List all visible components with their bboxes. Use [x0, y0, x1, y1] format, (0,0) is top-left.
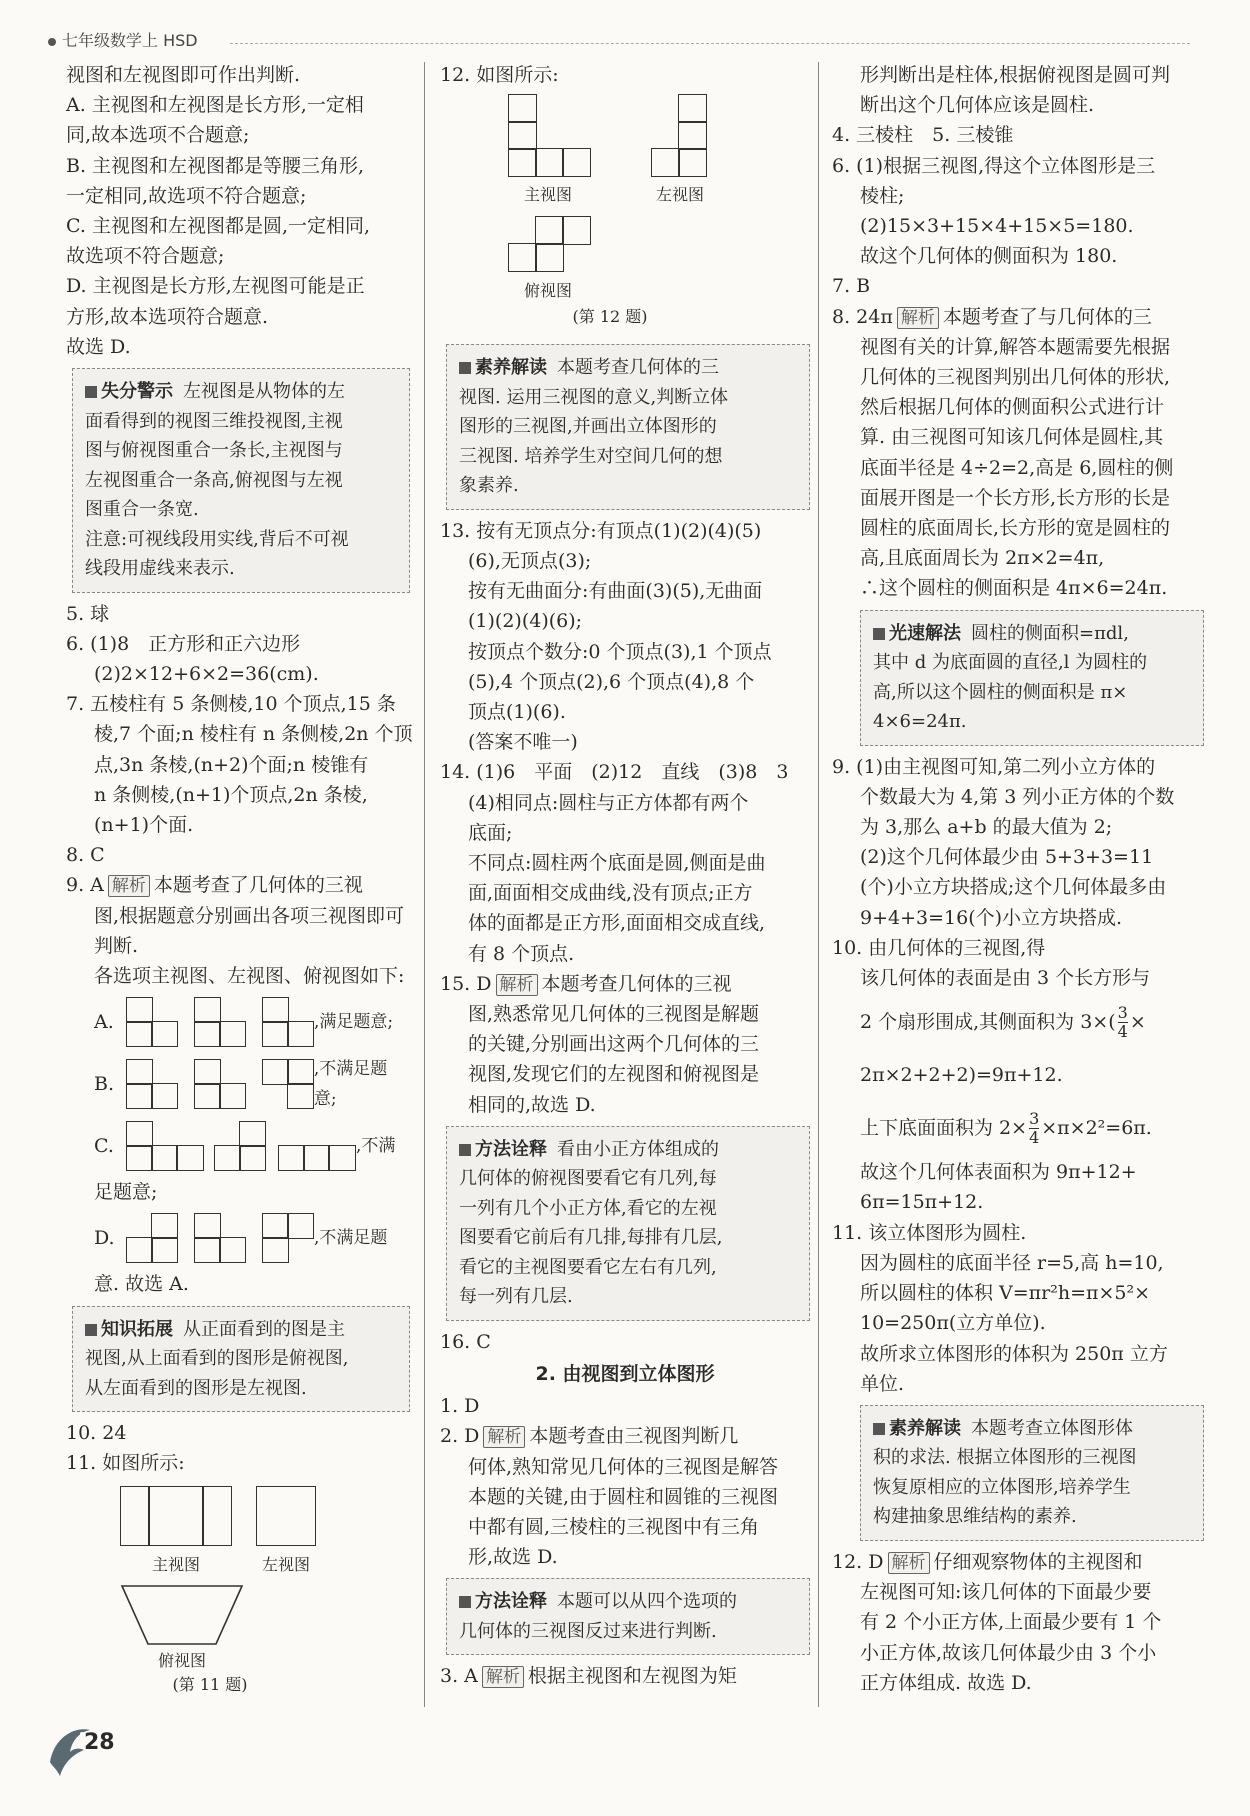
unit-square — [126, 1121, 153, 1147]
tip-text: 积的求法. 根据立体图形的三视图 — [873, 1447, 1137, 1469]
fraction-numerator: 3 — [1117, 1002, 1128, 1022]
tip-title: 方法诠释 — [459, 1591, 547, 1612]
answer-text: 本题考查几何体的三视 — [541, 972, 732, 995]
option-label: D. — [94, 1227, 115, 1250]
unit-square — [256, 1486, 316, 1546]
answer-line: 面,面面相交成曲线,没有顶点;正方 — [468, 882, 753, 905]
bullet-icon — [48, 38, 56, 46]
tip-text: 三视图. 培养学生对空间几何的想 — [459, 445, 723, 467]
answer-line: (答案不唯一) — [468, 731, 578, 754]
tip-box — [72, 368, 410, 593]
answer-line: 算. 由三视图可知该几何体是圆柱,其 — [860, 426, 1164, 449]
text-line: 故选 D. — [66, 335, 131, 358]
view-figure — [262, 1213, 314, 1263]
answer-line: 何体,熟知常见几何体的三视图是解答 — [468, 1455, 779, 1478]
formula-line — [832, 993, 1204, 1051]
text-line: A. 主视图和左视图是长方形,一定相 — [66, 94, 364, 117]
analysis-tag: 解析 — [888, 1552, 930, 1574]
unit-square — [262, 1059, 289, 1085]
unit-square — [678, 94, 707, 123]
tip-title: 失分警示 — [85, 381, 173, 402]
tip-text: 看由小正方体组成的 — [557, 1138, 719, 1160]
answer-line: 4. 三棱柱 5. 三棱锥 — [832, 124, 1014, 147]
answer-line: 故这个几何体的侧面积为 180. — [860, 245, 1118, 268]
unit-square — [176, 1145, 204, 1171]
answer-line: 个数最大为 4,第 3 列小正方体的个数 — [860, 785, 1175, 808]
figure-label: 主视图 — [523, 185, 572, 205]
answer-line: 足题意; — [94, 1181, 158, 1204]
tip-box — [72, 1306, 410, 1413]
option-d-views — [66, 1207, 410, 1269]
tip-text: 图重合一条宽. — [85, 499, 199, 521]
fraction — [1118, 1004, 1128, 1041]
tip-text: 象素养. — [459, 475, 519, 497]
unit-square — [151, 1213, 178, 1239]
answer-line: 10. 24 — [66, 1422, 127, 1445]
answer-line: 11. 如图所示: — [66, 1452, 185, 1475]
fraction-numerator: 3 — [1029, 1108, 1040, 1128]
fraction — [1029, 1110, 1039, 1147]
unit-square — [535, 243, 564, 272]
unit-square — [219, 1083, 246, 1109]
answer-line: 该几何体的表面是由 3 个长方形与 — [860, 967, 1151, 990]
unit-square — [239, 1121, 266, 1147]
tip-text: 高,所以这个圆柱的侧面积是 π× — [873, 681, 1128, 703]
tip-title: 知识拓展 — [85, 1319, 173, 1340]
answer-line: 形判断出是柱体,根据俯视图是圆可判 — [860, 64, 1171, 86]
answer-line: 形,故选 D. — [468, 1546, 558, 1569]
tip-title: 素养解读 — [873, 1418, 961, 1439]
answer-line: 不同点:圆柱两个底面是圆,侧面是曲 — [468, 851, 766, 874]
answer-line: 故所求立体图形的体积为 250π 立方 — [860, 1342, 1168, 1365]
answer-line: 底面; — [468, 821, 513, 844]
answer-line: 本题的关键,由于圆柱和圆锥的三视图 — [468, 1485, 779, 1508]
unit-square — [151, 1021, 178, 1047]
unit-square — [678, 121, 707, 150]
view-figure — [262, 997, 314, 1047]
answer-line: 10=250π(立方单位). — [860, 1312, 1046, 1335]
text-line: D. 主视图是长方形,左视图可能是正 — [66, 275, 365, 298]
formula-text: ×π×2²=6π. — [1041, 1117, 1152, 1140]
unit-square — [126, 1083, 153, 1109]
answer-line: (2)这个几何体最少由 5+3+3=11 — [860, 846, 1154, 869]
unit-square — [508, 148, 537, 177]
tip-text: 恢复原相应的立体图形,培养学生 — [873, 1476, 1131, 1498]
text-line: C. 主视图和左视图都是圆,一定相同, — [66, 215, 371, 238]
answer-line: 9+4+3=16(个)小立方块搭成. — [860, 906, 1123, 929]
answer-line: 中都有圆,三棱柱的三视图中有三角 — [468, 1515, 760, 1538]
answer-line: 高,且底面周长为 2π×2=4π, — [860, 547, 1105, 570]
answer-line: 2π×2+2+2)=9π+12. — [860, 1064, 1063, 1087]
unit-square — [287, 1059, 314, 1085]
tip-text: 线段用虚线来表示. — [85, 558, 235, 580]
tip-box — [446, 1578, 810, 1655]
unit-square — [194, 1059, 221, 1085]
view-figure — [126, 1213, 178, 1263]
answer-line: 因为圆柱的底面半径 r=5,高 h=10, — [860, 1251, 1164, 1274]
unit-square — [508, 94, 537, 123]
answer-line: 为 3,那么 a+b 的最大值为 2; — [860, 816, 1113, 839]
unit-square — [651, 148, 680, 177]
answer-line: 12. 如图所示: — [440, 64, 559, 86]
figure-label: 俯视图 — [157, 1651, 206, 1671]
option-result: ,满足题意; — [314, 1012, 394, 1033]
running-header — [48, 28, 198, 51]
figure-caption: (第 11 题) — [172, 1675, 248, 1695]
answer-line: 6. (1)根据三视图,得这个立体图形是三 — [832, 154, 1156, 177]
answer-line: 图,根据题意分别画出各项三视图即可 — [94, 904, 405, 927]
tip-box — [446, 1126, 810, 1321]
tip-text: 一列有几个小正方体,看它的左视 — [459, 1197, 717, 1219]
option-c-views — [66, 1115, 410, 1177]
tip-text: 构建抽象思维结构的素养. — [873, 1506, 1077, 1528]
tip-text: 从左面看到的图形是左视图. — [85, 1377, 307, 1399]
unit-square — [262, 1213, 289, 1239]
view-figure — [194, 1059, 246, 1109]
answer-line: 11. 该立体图形为圆柱. — [832, 1221, 1027, 1244]
text-line: 方形,故本选项符合题意. — [66, 305, 269, 328]
analysis-tag: 解析 — [483, 1426, 525, 1448]
answer-text: 本题考查了几何体的三视 — [153, 874, 363, 897]
text-line: 故选项不符合题意; — [66, 245, 225, 268]
analysis-tag: 解析 — [496, 974, 538, 996]
unit-square — [262, 997, 289, 1023]
tip-text: 图要看它前后有几排,每排有几层, — [459, 1227, 723, 1249]
view-figure — [126, 997, 178, 1047]
unit-square — [126, 1145, 153, 1171]
view-figure — [262, 1059, 314, 1109]
tip-text: 本题可以从四个选项的 — [557, 1591, 737, 1613]
text-line: 视图和左视图即可作出判断. — [66, 64, 301, 86]
tip-text: 视图. 运用三视图的意义,判断立体 — [459, 386, 729, 408]
option-result: ,不满 — [356, 1136, 396, 1157]
tip-text: 左视图是从物体的左 — [183, 381, 345, 403]
tip-title: 光速解法 — [873, 623, 961, 644]
tip-box — [860, 610, 1204, 746]
answer-line: (1)(2)(4)(6); — [468, 610, 583, 633]
text-line: B. 主视图和左视图都是等腰三角形, — [66, 154, 365, 177]
unit-square — [303, 1145, 330, 1171]
trapezoid-icon — [120, 1584, 244, 1646]
unit-square — [262, 1237, 289, 1263]
answer-line: 1. D — [440, 1395, 480, 1418]
answer-line: (2)2×12+6×2=36(cm). — [94, 662, 319, 685]
unit-square — [535, 216, 564, 245]
column-divider — [424, 62, 425, 1707]
analysis-tag: 解析 — [482, 1666, 524, 1688]
answer-line: n 条侧棱,(n+1)个顶点,2n 条棱, — [94, 783, 368, 806]
answer-line: 相同的,故选 D. — [468, 1093, 596, 1116]
answer-text: 本题考查由三视图判断几 — [529, 1425, 739, 1448]
answer-text: 根据主视图和左视图为矩 — [527, 1665, 737, 1688]
answer-line: 棱柱; — [860, 184, 905, 207]
tip-text: 左视图重合一条高,俯视图与左视 — [85, 469, 343, 491]
unit-square — [194, 997, 221, 1023]
formula-text: 上下底面面积为 2× — [860, 1117, 1028, 1140]
tip-text: 图与俯视图重合一条长,主视图与 — [85, 440, 343, 462]
answer-line: (4)相同点:圆柱与正方体都有两个 — [468, 791, 749, 814]
tip-text: 注意:可视线段用实线,背后不可视 — [85, 528, 349, 550]
view-figure — [278, 1121, 356, 1171]
figure-label: 主视图 — [151, 1555, 200, 1575]
view-figure — [126, 1121, 204, 1171]
answer-line: 10. 由几何体的三视图,得 — [832, 936, 1046, 959]
answer-line: 13. 按有无顶点分:有顶点(1)(2)(4)(5) — [440, 519, 762, 542]
tip-text: 从正面看到的图是主 — [183, 1318, 345, 1340]
column-3 — [832, 60, 1204, 1698]
answer-number: 9. A — [66, 874, 104, 897]
answer-line: 各选项主视图、左视图、俯视图如下: — [94, 964, 405, 987]
answer-number: 2. D — [440, 1425, 480, 1448]
answer-line: 视图有关的计算,解答本题需要先根据 — [860, 335, 1171, 358]
figure-12 — [460, 90, 800, 356]
answer-line: 6π=15π+12. — [860, 1191, 984, 1214]
page-number: 28 — [84, 1730, 115, 1755]
tip-text: 几何体的三视图反过来进行判断. — [459, 1620, 717, 1642]
answer-line: 意. 故选 A. — [94, 1273, 189, 1296]
answer-line: 7. 五棱柱有 5 条侧棱,10 个顶点,15 条 — [66, 693, 396, 716]
answer-line: 所以圆柱的体积 V=πr²h=π×5²× — [860, 1282, 1151, 1305]
unit-square — [239, 1145, 266, 1171]
unit-square — [219, 1021, 246, 1047]
answer-line: 7. B — [832, 275, 871, 298]
unit-square — [202, 1486, 232, 1546]
figure-label: 左视图 — [261, 1555, 310, 1575]
column-2 — [440, 60, 810, 1692]
answer-line: (5),4 个顶点(2),6 个顶点(4),8 个 — [468, 670, 755, 693]
view-figure — [194, 1213, 246, 1263]
column-divider — [818, 62, 819, 1707]
tip-text: 面看得到的视图三维投视图,主视 — [85, 410, 343, 432]
formula-text: × — [1129, 1011, 1146, 1034]
answer-line: 然后根据几何体的侧面积公式进行计 — [860, 396, 1165, 419]
unit-square — [126, 1021, 153, 1047]
figure-caption: (第 12 题) — [572, 307, 648, 327]
answer-line: 面展开图是一个长方形,长方形的长是 — [860, 486, 1171, 509]
fraction-denominator: 4 — [1117, 1021, 1128, 1041]
header-rule — [230, 43, 1190, 44]
answer-line: 6. (1)8 正方形和正六边形 — [66, 632, 301, 655]
unit-square — [120, 1486, 150, 1546]
tip-text: 本题考查立体图形体 — [971, 1417, 1133, 1439]
tip-text: 图形的三视图,并画出立体图形的 — [459, 416, 717, 438]
unit-square — [287, 1213, 314, 1239]
unit-square — [151, 1145, 178, 1171]
view-figure — [126, 1059, 178, 1109]
tip-box — [860, 1405, 1204, 1541]
text-line: 一定相同,故选项不符合题意; — [66, 184, 307, 207]
answer-line: 正方体组成. 故选 D. — [860, 1671, 1032, 1694]
answer-line: (2)15×3+15×4+15×5=180. — [860, 215, 1134, 238]
tip-text: 每一列有几层. — [459, 1286, 573, 1308]
answer-number: 3. A — [440, 1665, 478, 1688]
figure-label: 左视图 — [655, 185, 704, 205]
tip-title: 素养解读 — [459, 357, 547, 378]
answer-line: 16. C — [440, 1330, 491, 1353]
answer-line: 圆柱的底面周长,长方形的宽是圆柱的 — [860, 517, 1171, 540]
answer-line: 底面半径是 4÷2=2,高是 6,圆柱的侧 — [860, 456, 1174, 479]
option-label: B. — [94, 1073, 115, 1096]
answer-line: 按有无曲面分:有曲面(3)(5),无曲面 — [468, 580, 763, 603]
view-figure — [214, 1121, 266, 1171]
tip-box — [446, 344, 810, 510]
answer-line: 9. (1)由主视图可知,第二列小立方体的 — [832, 755, 1156, 778]
unit-square — [287, 1083, 314, 1109]
unit-square — [126, 1059, 153, 1085]
unit-square — [262, 1021, 289, 1047]
tip-text: 其中 d 为底面圆的直径,l 为圆柱的 — [873, 652, 1148, 674]
unit-square — [151, 1083, 178, 1109]
unit-square — [678, 148, 707, 177]
answer-line: 视图,发现它们的左视图和俯视图是 — [468, 1063, 760, 1086]
answer-line: 顶点(1)(6). — [468, 700, 566, 723]
answer-line: 小正方体,故该几何体最少由 3 个小 — [860, 1641, 1157, 1664]
unit-square — [148, 1486, 204, 1546]
unit-square — [194, 1021, 221, 1047]
unit-square — [535, 148, 564, 177]
answer-line: (6),无顶点(3); — [468, 549, 592, 572]
tip-text: 4×6=24π. — [873, 711, 967, 733]
answer-line: 左视图可知:该几何体的下面最少要 — [860, 1581, 1152, 1604]
text-line: 同,故本选项不合题意; — [66, 124, 250, 147]
analysis-tag: 解析 — [108, 875, 150, 897]
tip-title: 方法诠释 — [459, 1139, 547, 1160]
unit-square — [214, 1145, 241, 1171]
answer-line: 有 2 个小正方体,上面最少要有 1 个 — [860, 1611, 1162, 1634]
fraction-denominator: 4 — [1029, 1127, 1040, 1147]
formula-text: 2 个扇形围成,其侧面积为 3×( — [860, 1011, 1116, 1034]
option-label: A. — [94, 1011, 114, 1034]
unit-square — [126, 1237, 153, 1263]
answer-line: 点,3n 条棱,(n+2)个面;n 棱锥有 — [94, 753, 369, 776]
unit-square — [194, 1083, 221, 1109]
unit-square — [562, 148, 591, 177]
unit-square — [508, 121, 537, 150]
unit-square — [508, 243, 537, 272]
answer-number: 15. D — [440, 972, 492, 995]
answer-line: 按顶点个数分:0 个顶点(3),1 个顶点 — [468, 640, 772, 663]
answer-line: 几何体的三视图判别出几何体的形状, — [860, 366, 1171, 389]
answer-line: 断出这个几何体应该是圆柱. — [860, 94, 1095, 117]
option-a-views — [66, 991, 410, 1053]
figure-11 — [106, 1478, 406, 1698]
answer-number: 8. 24π — [832, 305, 893, 328]
header-title: 七年级数学上 HSD — [62, 31, 198, 50]
unit-square — [151, 1237, 178, 1263]
answer-line: 5. 球 — [66, 602, 110, 625]
view-figure — [194, 997, 246, 1047]
tip-text: 视图,从上面看到的图形是俯视图, — [85, 1348, 349, 1370]
unit-square — [562, 216, 591, 245]
answer-line: 14. (1)6 平面 (2)12 直线 (3)8 3 — [440, 761, 789, 784]
formula-line — [832, 1099, 1204, 1157]
answer-line: 图,熟悉常见几何体的三视图是解题 — [468, 1002, 760, 1025]
unit-square — [219, 1237, 246, 1263]
unit-square — [126, 997, 153, 1023]
answer-line: 棱,7 个面;n 棱柱有 n 条侧棱,2n 个顶 — [94, 723, 413, 746]
unit-square — [194, 1237, 221, 1263]
answer-line: ∴这个圆柱的侧面积是 4π×6=24π. — [860, 577, 1168, 600]
figure-label: 俯视图 — [523, 281, 572, 301]
section-title: 2. 由视图到立体图形 — [535, 1362, 715, 1385]
option-result: ,不满足题意; — [313, 1058, 388, 1110]
column-1 — [66, 60, 413, 1698]
unit-square — [278, 1145, 305, 1171]
answer-line: 判断. — [94, 934, 139, 957]
unit-square — [194, 1213, 221, 1239]
answer-line: 8. C — [66, 844, 105, 867]
tip-text: 看它的主视图要看它左右有几列, — [459, 1256, 717, 1278]
option-b-views — [66, 1053, 410, 1115]
unit-square — [287, 1021, 314, 1047]
tip-text: 本题考查几何体的三 — [557, 357, 719, 379]
answer-line: 有 8 个顶点. — [468, 942, 575, 965]
tip-text: 圆柱的侧面积=πdl, — [971, 622, 1129, 644]
answer-line: 故这个几何体表面积为 9π+12+ — [860, 1161, 1137, 1184]
option-result: ,不满足题 — [314, 1228, 388, 1249]
tip-text: 几何体的俯视图要看它有几列,每 — [459, 1168, 717, 1190]
answer-text: 仔细观察物体的主视图和 — [933, 1550, 1143, 1573]
analysis-tag: 解析 — [897, 307, 939, 329]
answer-line: (n+1)个面. — [94, 813, 194, 836]
answer-line: 体的面都是正方形,面面相交成直线, — [468, 912, 766, 935]
option-label: C. — [94, 1135, 114, 1158]
answer-text: 本题考查了与几何体的三 — [942, 305, 1152, 328]
unit-square — [328, 1145, 356, 1171]
answer-line: (个)小立方块搭成;这个几何体最多由 — [860, 876, 1167, 899]
answer-line: 单位. — [860, 1372, 905, 1395]
answer-line: 的关键,分别画出这两个几何体的三 — [468, 1033, 760, 1056]
answer-number: 12. D — [832, 1550, 884, 1573]
